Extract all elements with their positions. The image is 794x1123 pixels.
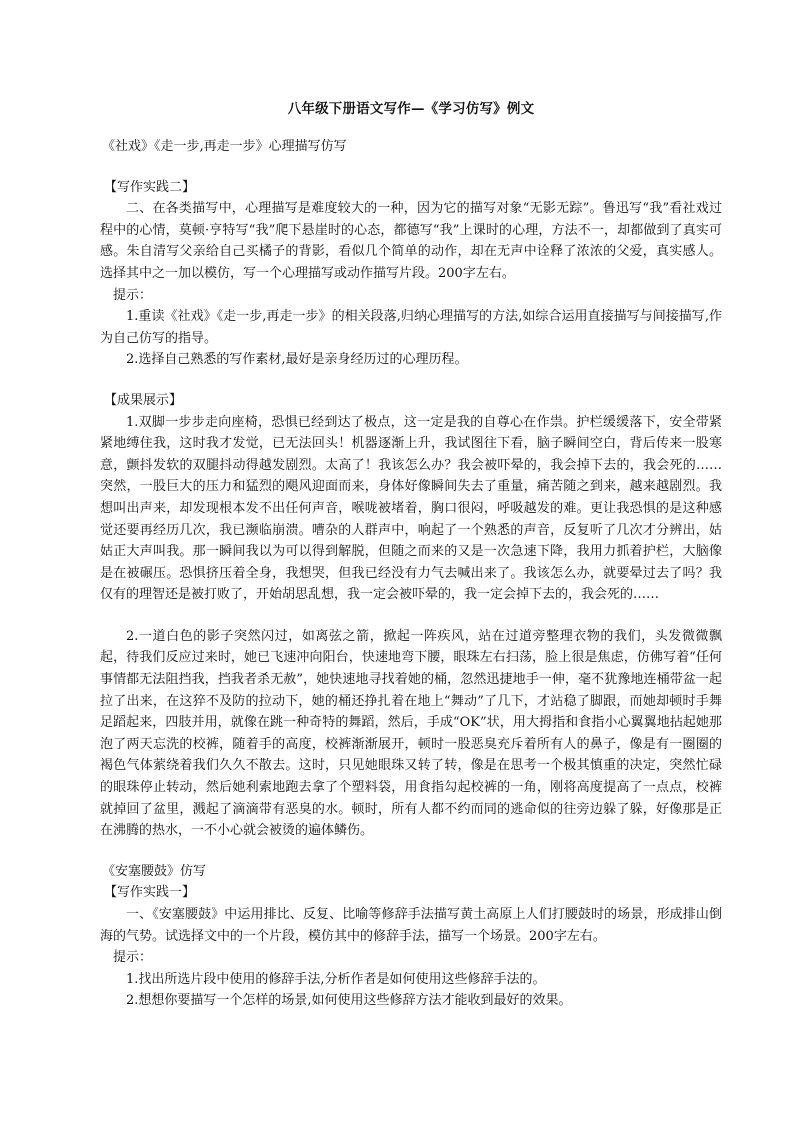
tip-item: 1.找出所选片段中使用的修辞手法,分析作者是如何使用这些修辞手法的。 <box>126 971 546 987</box>
practice-one-heading: 【写作实践一】 <box>104 885 196 901</box>
section2-subtitle: 《安塞腰鼓》仿写 <box>102 863 207 879</box>
document-title: 八年级下册语文写作—《学习仿写》例文 <box>287 101 535 117</box>
practice-two-heading: 【写作实践二】 <box>104 179 196 195</box>
tip-item: 2.想想你要描写一个怎样的场景,如何使用这些修辞方法才能收到最好的效果。 <box>126 993 572 1009</box>
practice-two-text: 二、在各类描写中，心理描写是难度较大的一种，因为它的描写对象“无影无踪”。鲁迅写“我”看社戏过程中的心情，莫顿·亨特写“我”爬下悬崖时的心态，都德写“我”上课时的心理，方法不一，却都做到了真实可感。朱自清写父亲给自己买橘子的背影，看似几个简单的动作，却在无声中诠释了浓浓的父爱，真实感人。选择其中之一加以模仿，写一个心理描写或动作描写片段。200字左右。 <box>100 201 722 281</box>
practice-one-text: 一、《安塞腰鼓》中运用排比、反复、比喻等修辞手法描写黄土高原上人们打腰鼓时的场景，形成排山倒海的气势。试选择文中的一个片段，模仿其中的修辞手法，描写一个场景。200字左右。 <box>100 907 722 944</box>
tips-label: 提示： <box>113 287 153 303</box>
showcase-example-1: 1.双脚一步步走向座椅，恐惧已经到达了极点，这一定是我的自尊心在作祟。护栏缓缓落下，安全带紧紧地缚住我，这时我才发觉，已无法回头！机器逐渐上升，我试图往下看，脑子瞬间空白，背后传来一股寒意，颤抖发软的双腿抖动得越发剧烈。太高了！我该怎么办？我会被吓晕的，我会掉下去的，我会死的……突然，一股巨大的压力和猛烈的飓风迎面而来，身体好像瞬间失去了重量，痛苦随之到来，越来越剧烈。我想叫出声来，却发现根本发不出任何声音，喉咙被堵着，胸口很闷，呼吸越发的难。更让我恐惧的是这种感觉还要再经历几次，我已濒临崩溃。嘈杂的人群声中，响起了一个熟悉的声音，反复听了几次才分辨出，姑姑正大声叫我。那一瞬间我以为可以得到解脱，但随之而来的又是一次急速下降，我用力抓着护栏，大脑像是在被碾压。恐惧挤压着全身，我想哭，但我已经没有力气去喊出来了。我该怎么办，就要晕过去了吗？我仅有的理智还是被打败了，开始胡思乱想，我一定会被吓晕的，我一定会掉下去的，我会死的…… <box>100 414 722 603</box>
tip-item: 2.选择自己熟悉的写作素材,最好是亲身经历过的心理历程。 <box>126 352 468 368</box>
section1-subtitle: 《社戏》《走一步,再走一步》心理描写仿写 <box>102 139 347 154</box>
tips-label: 提示： <box>113 950 153 966</box>
showcase-example-2: 2.一道白色的影子突然闪过，如离弦之箭，掀起一阵疾风，站在过道旁整理衣物的我们，头发微微飘起，待我们反应过来时，她已飞速冲向阳台，快速地弯下腰，眼珠左右扫荡，脸上很是焦虑，仿佛写着“任何事情都无法阻挡我，挡我者杀无赦”，她快速地寻找着她的桶，忽然迅捷地手一伸，毫不犹豫地连桶带盆一起拉了出来，在这猝不及防的拉动下，她的桶还挣扎着在地上“舞动”了几下，才站稳了脚跟，而她却顿时手舞足蹈起来，四肢并用，就像在跳一种奇特的舞蹈，然后，手成“OK”状，用大拇指和食指小心翼翼地拈起她那泡了两天忘洗的校裤，随着手的高度，校裤渐渐展开，顿时一股恶臭充斥着所有人的鼻子，像是有一圈圈的褐色气体萦绕着我们久久不散去。这时，只见她眼珠又转了转，像是在思考一个极其慎重的决定，突然忙碌的眼珠停止转动，然后她利索地跑去拿了个塑料袋，用食指勾起校裤的一角，刚将高度提高了一点点，校裤就掉回了盆里，溅起了滴滴带有恶臭的水。顿时，所有人都不约而同的逃命似的往旁边躲了躲，好像那是正在沸腾的热水，一不小心就会被烫的遍体鳞伤。 <box>100 628 722 839</box>
document-page <box>100 98 722 1012</box>
showcase-heading: 【成果展示】 <box>104 392 183 408</box>
tip-item: 1.重读《社戏》《走一步,再走一步》的相关段落,归纳心理描写的方法,如综合运用直接描写与间接描写,作为自己仿写的指导。 <box>100 309 722 346</box>
